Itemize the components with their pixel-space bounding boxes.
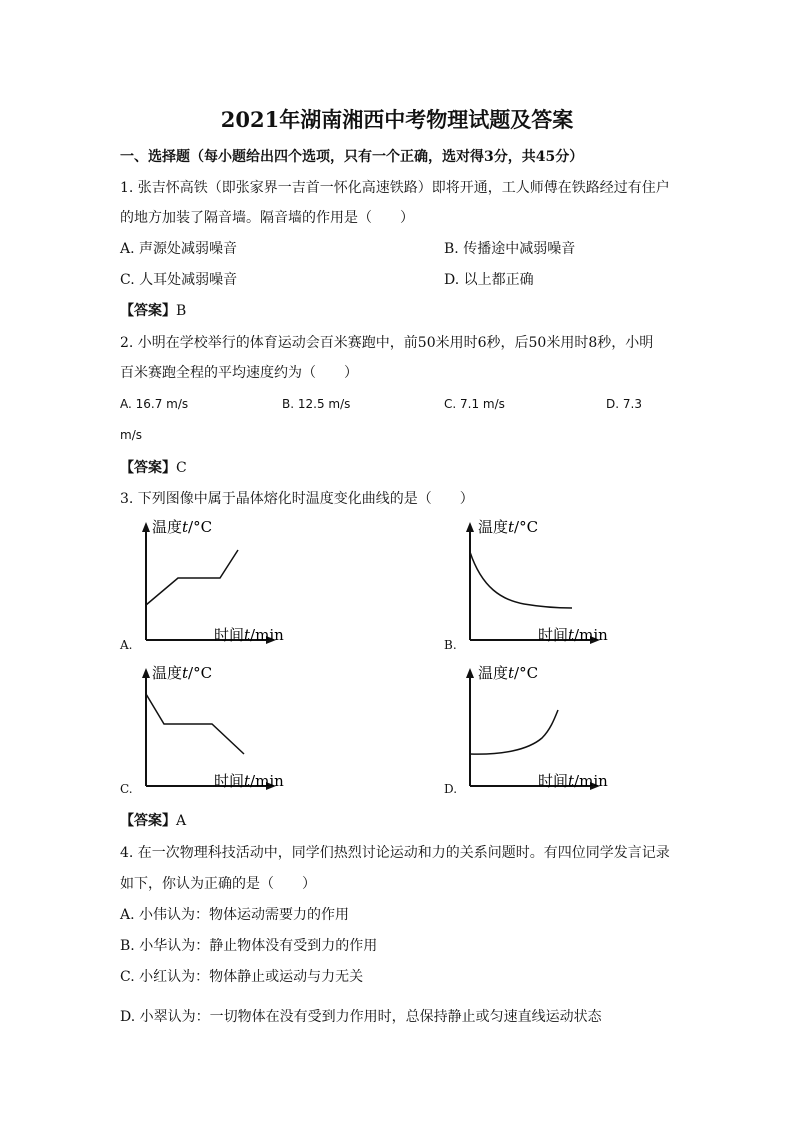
answer-prefix: 【答案】	[120, 460, 176, 476]
q2-option-b: B. 12.5 m/s	[282, 397, 351, 411]
y-axis-arrow	[466, 522, 474, 532]
q2-option-d: D. 7.3	[606, 397, 642, 411]
temperature-curve	[146, 550, 238, 605]
q1-option-a: A. 声源处减弱噪音	[120, 241, 238, 257]
x-axis-label: 时间t/min	[538, 626, 608, 644]
q1-stem-line1: 1. 张吉怀高铁（即张家界一吉首一怀化高速铁路）即将开通，工人师傅在铁路经过有住户	[120, 180, 670, 196]
answer-prefix: 【答案】	[120, 303, 176, 319]
q2-option-a: A. 16.7 m/s	[120, 397, 189, 411]
graph-d	[442, 658, 612, 798]
y-axis-label: 温度t/°C	[152, 518, 213, 536]
q1-answer	[120, 300, 186, 320]
x-axis-label: 时间t/min	[538, 772, 608, 790]
q1-option-c: C. 人耳处减弱噪音	[120, 272, 238, 288]
q2-answer-value: C	[176, 460, 187, 476]
y-axis-label: 温度t/°C	[152, 664, 213, 682]
graph-d-label: D.	[444, 782, 458, 796]
q4-option-c: C. 小红认为：物体静止或运动与力无关	[120, 969, 364, 985]
q2-answer	[120, 457, 187, 477]
temperature-curve	[146, 694, 244, 754]
temperature-curve	[470, 552, 572, 608]
q2-stem-line1: 2. 小明在学校举行的体育运动会百米赛跑中，前50米用时6秒，后50米用时8秒，小明	[120, 335, 654, 351]
graph-a-label: A.	[120, 638, 133, 652]
q3-answer	[120, 810, 186, 830]
page-title: 2021年湖南湘西中考物理试题及答案	[220, 107, 574, 132]
q4-option-a: A. 小伟认为：物体运动需要力的作用	[120, 907, 350, 923]
x-axis-label: 时间t/min	[214, 626, 284, 644]
q1-option-b: B. 传播途中减弱噪音	[444, 241, 576, 257]
q2-option-c: C. 7.1 m/s	[444, 397, 505, 411]
q3-stem: 3. 下列图像中属于晶体熔化时温度变化曲线的是（ ）	[120, 491, 474, 507]
graph-b-label: B.	[444, 638, 457, 652]
q4-stem-line2: 如下，你认为正确的是（ ）	[120, 876, 316, 892]
y-axis-arrow	[142, 668, 150, 678]
x-axis-label: 时间t/min	[214, 772, 284, 790]
q1-stem-line2: 的地方加装了隔音墙。隔音墙的作用是（ ）	[120, 210, 414, 226]
y-axis-arrow	[466, 668, 474, 678]
temperature-curve	[470, 710, 558, 754]
q1-answer-value: B	[176, 303, 187, 319]
graph-a	[118, 512, 288, 652]
graph-c	[118, 658, 288, 798]
y-axis-arrow	[142, 522, 150, 532]
q4-stem-line1: 4. 在一次物理科技活动中，同学们热烈讨论运动和力的关系问题时。有四位同学发言记录	[120, 845, 670, 861]
graph-b	[442, 512, 612, 652]
q4-option-b: B. 小华认为：静止物体没有受到力的作用	[120, 938, 378, 954]
y-axis-label: 温度t/°C	[478, 664, 539, 682]
section-heading: 一、选择题（每小题给出四个选项，只有一个正确，选对得3分，共45分）	[120, 149, 584, 165]
q4-option-d: D. 小翠认为：一切物体在没有受到力作用时，总保持静止或匀速直线运动状态	[120, 1009, 602, 1025]
q2-stem-line2: 百米赛跑全程的平均速度约为（ ）	[120, 365, 358, 381]
graph-c-label: C.	[120, 782, 133, 796]
q3-answer-value: A	[176, 813, 187, 829]
y-axis-label: 温度t/°C	[478, 518, 539, 536]
q1-option-d: D. 以上都正确	[444, 272, 534, 288]
q2-option-d-continued: m/s	[120, 428, 142, 442]
answer-prefix: 【答案】	[120, 813, 176, 829]
